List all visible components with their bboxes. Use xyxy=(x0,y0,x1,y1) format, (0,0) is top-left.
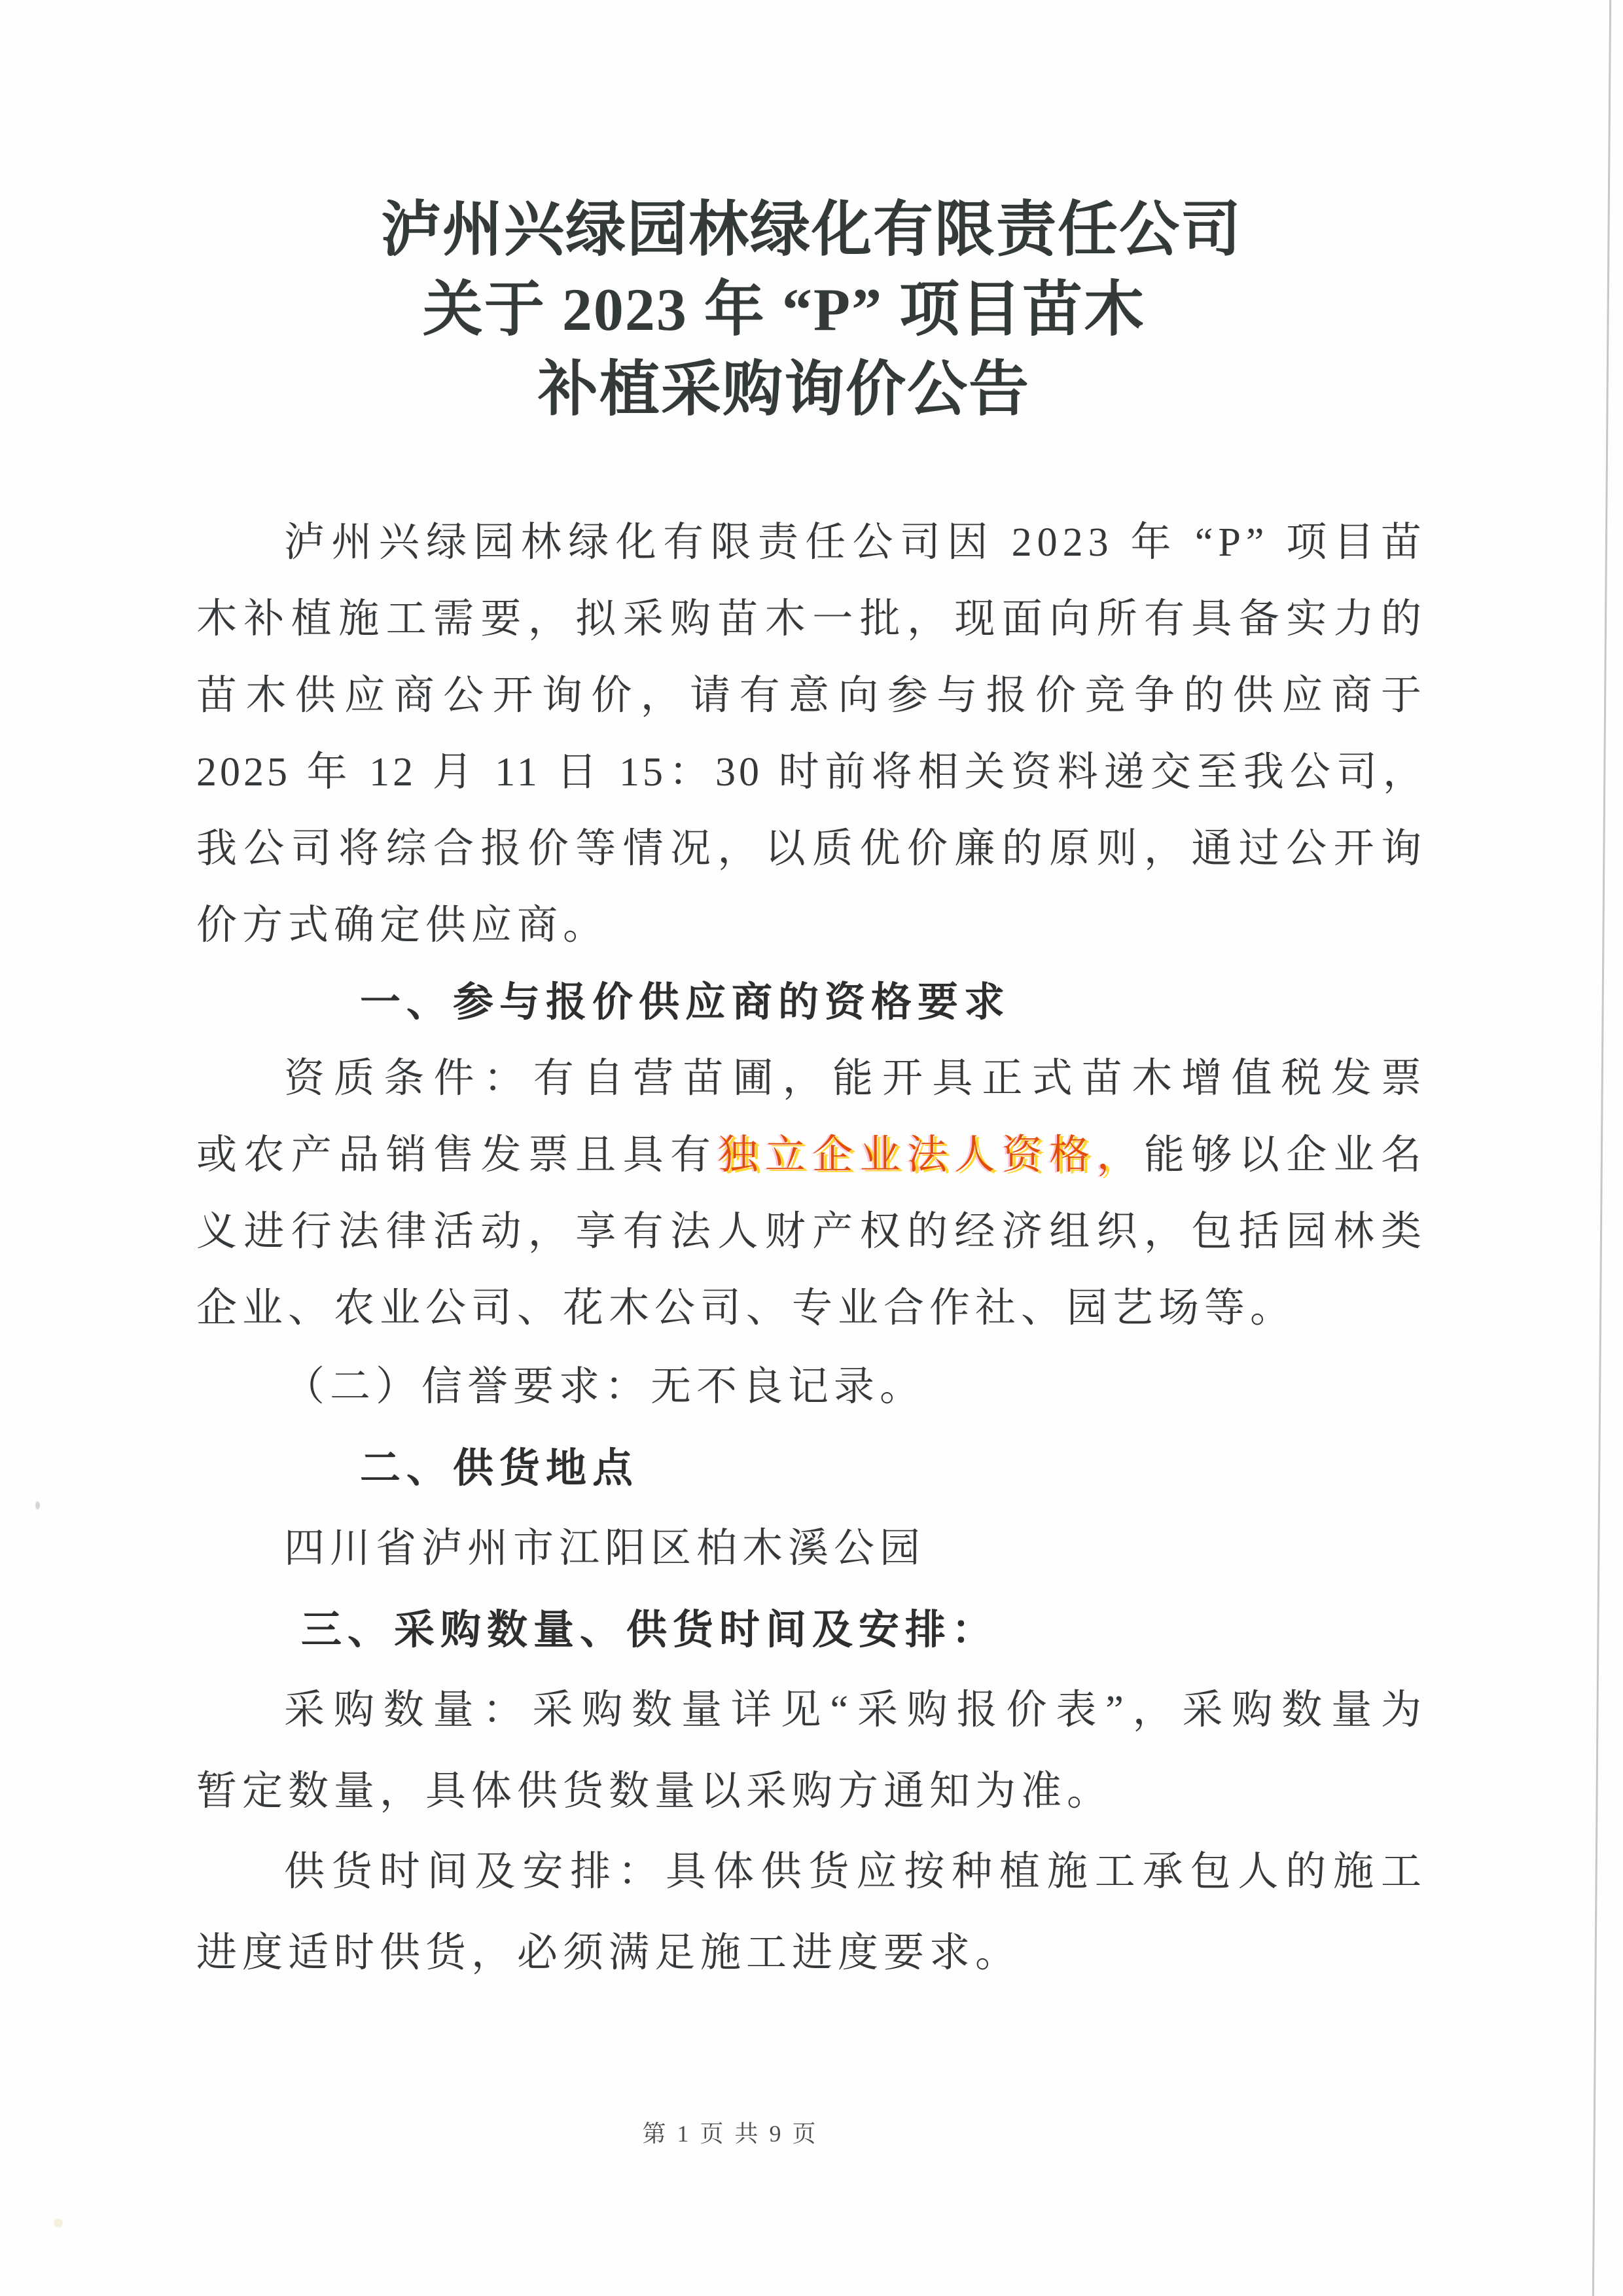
section1-line-4: 企业、农业公司、花木公司、专业合作社、园艺场等。 xyxy=(196,1286,1296,1331)
section1-line-1: 资质条件：有自营苗圃，能开具正式苗木增值税发票 xyxy=(284,1056,1427,1101)
intro-line-5: 我公司将综合报价等情况，以质优价廉的原则，通过公开询 xyxy=(196,827,1427,871)
section3-line-3: 供货时间及安排：具体供货应按种植施工承包人的施工 xyxy=(284,1850,1427,1894)
section3-line-4: 进度适时供货，必须满足施工进度要求。 xyxy=(196,1930,1022,1975)
scan-speck xyxy=(54,2219,63,2227)
section2-line-1: 四川省泸州市江阳区柏木溪公园 xyxy=(284,1526,926,1571)
doc-body xyxy=(196,505,1427,1994)
section3-line-1: 采购数量：采购数量详见“采购报价表”，采购数量为 xyxy=(284,1688,1427,1732)
scan-speck xyxy=(35,1501,40,1509)
intro-line-1: 泸州兴绿园林绿化有限责任公司因 2023 年 “P” 项目苗 xyxy=(284,520,1427,565)
section2-heading: 二、供货地点 xyxy=(360,1445,639,1491)
intro-line-4: 2025 年 12 月 11 日 15：30 时前将相关资料递交至我公司， xyxy=(196,750,1427,795)
doc-title-line-3: 补植采购询价公告 xyxy=(537,356,1030,423)
intro-line-3: 苗木供应商公开询价，请有意向参与报价竞争的供应商于 xyxy=(196,673,1427,718)
highlight-text: 独立企业法人资格， xyxy=(717,1133,1144,1177)
qualification-prefix: 或农产品销售发票且具有 xyxy=(196,1133,718,1177)
section1-line-2 xyxy=(196,1117,1427,1194)
qualification-suffix: 能够以企业名 xyxy=(1143,1133,1427,1177)
intro-line-2: 木补植施工需要，拟采购苗木一批，现面向所有具备实力的 xyxy=(196,597,1427,641)
doc-title xyxy=(0,190,1623,429)
credit-requirement-line: （二）信誉要求：无不良记录。 xyxy=(284,1365,926,1409)
section3-heading: 三、采购数量、供货时间及安排： xyxy=(301,1607,999,1653)
page-footer: 第 1 页 共 9 页 xyxy=(642,2121,819,2147)
intro-line-6: 价方式确定供应商。 xyxy=(196,903,609,948)
doc-title-line-1: 泸州兴绿园林绿化有限责任公司 xyxy=(380,196,1242,263)
section1-heading: 一、参与报价供应商的资格要求 xyxy=(360,980,1011,1025)
section3-line-2: 暂定数量，具体供货数量以采购方通知为准。 xyxy=(196,1768,1113,1814)
section1-line-3: 义进行法律活动，享有法人财产权的经济组织，包括园林类 xyxy=(196,1210,1427,1254)
doc-title-line-2: 关于 2023 年 “P” 项目苗木 xyxy=(422,276,1146,343)
